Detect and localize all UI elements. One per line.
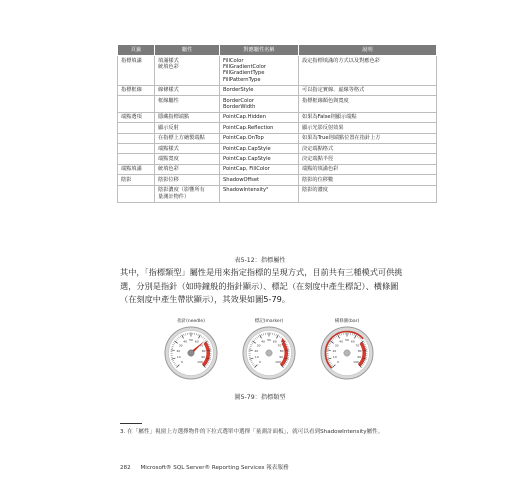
cell-line: FillPatternType bbox=[223, 76, 261, 83]
table-cell-props bbox=[155, 96, 220, 113]
gauge-needle bbox=[160, 318, 222, 386]
cell-line: 陰影位移 bbox=[158, 176, 179, 183]
table-cell-desc bbox=[299, 144, 437, 154]
book-title: Microsoft® SQL Server® Reporting Services 報表服務 bbox=[140, 465, 289, 471]
table-cell-desc bbox=[299, 164, 437, 174]
table-cell-names bbox=[220, 96, 299, 113]
table-row bbox=[118, 96, 437, 113]
table-cell-props bbox=[155, 144, 220, 154]
gauge-marker bbox=[238, 318, 300, 386]
cell-line: 統填色彩 bbox=[158, 166, 179, 173]
table-cell-tab: 指標填滿 bbox=[118, 56, 155, 86]
gauge-tick-label: 70 bbox=[355, 343, 360, 348]
gauge-label: 橫條圖(bar) bbox=[334, 319, 360, 324]
cell-line: 設定指標填滿的方式以及對應色彩 bbox=[302, 57, 380, 64]
gauge-pointer-cap bbox=[266, 350, 272, 356]
cell-line: 顯示光影反射效果 bbox=[302, 124, 344, 131]
table-cell-tab bbox=[118, 123, 155, 133]
cell-line: 顯示反射 bbox=[158, 124, 179, 131]
table-row bbox=[118, 112, 437, 122]
gauge-pointer-cap bbox=[188, 350, 194, 356]
cell-line: 隱藏指標端點 bbox=[158, 114, 190, 121]
table-cell-desc bbox=[299, 133, 437, 143]
figure-caption: 圖5-79：指標類型 bbox=[234, 394, 286, 401]
gauge-tick-label: 30 bbox=[334, 343, 339, 348]
gauge-tick-label: 20 bbox=[332, 348, 337, 353]
cell-line: 線條樣式 bbox=[158, 87, 179, 94]
table-cell-names bbox=[220, 56, 299, 86]
page-footer bbox=[120, 463, 289, 471]
gauge-tick-label: 60 bbox=[194, 339, 199, 344]
header-tab: 頁籤 bbox=[118, 45, 155, 56]
cell-line: PointCap.Reflection bbox=[223, 124, 274, 131]
gauge-tick-label: 100 bbox=[197, 360, 203, 365]
table-cell-tab: 陰影 bbox=[118, 175, 155, 185]
pointer-properties-table bbox=[117, 44, 437, 203]
gauge-dial bbox=[163, 325, 219, 381]
gauge-tick-label: 80 bbox=[357, 348, 362, 353]
table-cell-names bbox=[220, 175, 299, 185]
header-property-name: 對應屬性名稱 bbox=[220, 45, 299, 56]
gauge-tick-label: 20 bbox=[254, 348, 259, 353]
table-row bbox=[118, 133, 437, 143]
gauge-tick-label: 90 bbox=[357, 354, 362, 359]
cell-line: 端點樣式 bbox=[158, 145, 179, 152]
cell-line: BorderStyle bbox=[223, 87, 254, 94]
table-cell-desc bbox=[299, 123, 437, 133]
table-cell-tab bbox=[118, 133, 155, 143]
table-cell-names bbox=[220, 123, 299, 133]
cell-line: 可以指定實線、虛線等格式 bbox=[302, 87, 365, 94]
table-cell-props bbox=[155, 123, 220, 133]
table-cell-names bbox=[220, 144, 299, 154]
gauge-tick-label: 40 bbox=[261, 339, 266, 344]
gauge-tick-label: 50 bbox=[189, 338, 193, 343]
table-cell-tab bbox=[118, 185, 155, 202]
gauge-tick-label: 90 bbox=[279, 354, 284, 359]
table-cell-props bbox=[155, 56, 220, 86]
gauge-tick-label: 0 bbox=[336, 360, 339, 365]
cell-line: BorderColor bbox=[223, 97, 254, 104]
table-cell-tab: 指標框線 bbox=[118, 85, 155, 95]
cell-line: 在指標上方繪製端點 bbox=[158, 135, 205, 142]
cell-line: 陰影的位移數 bbox=[302, 176, 334, 183]
cell-line: 陰影濃度（影響所有 bbox=[158, 187, 205, 194]
gauge-tick-label: 100 bbox=[353, 360, 359, 365]
table-cell-tab: 端點選項 bbox=[118, 112, 155, 122]
cell-line: 如果為True則端點位置在指針上方 bbox=[302, 135, 381, 142]
cell-line: 框線屬性 bbox=[158, 97, 179, 104]
table-cell-desc bbox=[299, 56, 437, 86]
table-cell-tab bbox=[118, 144, 155, 154]
gauge-dial bbox=[241, 325, 297, 381]
cell-line: 統填色彩 bbox=[158, 63, 179, 70]
table-cell-desc bbox=[299, 85, 437, 95]
cell-line: 決定端點格式 bbox=[302, 145, 334, 152]
table-body bbox=[118, 56, 437, 203]
header-description: 說明 bbox=[299, 45, 437, 56]
cell-line: PointCap.CapStyle bbox=[223, 155, 271, 162]
footnote-divider bbox=[120, 423, 142, 424]
table-row bbox=[118, 185, 437, 202]
gauge-tick-label: 10 bbox=[254, 354, 259, 359]
page-number: 282 bbox=[120, 465, 131, 471]
table-row bbox=[118, 175, 437, 185]
gauge-bar bbox=[316, 318, 378, 386]
gauge-tick-label: 100 bbox=[275, 360, 281, 365]
table-cell-tab: 端點填滿 bbox=[118, 164, 155, 174]
table-cell-props bbox=[155, 154, 220, 164]
table-row bbox=[118, 144, 437, 154]
cell-line: FillColor bbox=[223, 57, 244, 64]
gauge-tick-label: 20 bbox=[176, 348, 181, 353]
cell-line: 填滿樣式 bbox=[158, 57, 179, 64]
cell-line: ShadowIntensity³ bbox=[223, 187, 269, 194]
gauge-pointer-cap bbox=[344, 350, 350, 356]
table-row bbox=[118, 164, 437, 174]
table-cell-desc bbox=[299, 96, 437, 113]
gauge-tick-label: 90 bbox=[201, 354, 206, 359]
cell-line: ShadowOffset bbox=[223, 176, 260, 183]
table-row bbox=[118, 56, 437, 86]
table-cell-tab bbox=[118, 154, 155, 164]
table-cell-desc bbox=[299, 185, 437, 202]
cell-line: 端點的填滿色彩 bbox=[302, 166, 339, 173]
cell-line: 如果為False則顯示端點 bbox=[302, 114, 357, 121]
table-cell-names bbox=[220, 185, 299, 202]
table-cell-names bbox=[220, 154, 299, 164]
header-property: 屬性 bbox=[155, 45, 220, 56]
table-cell-names bbox=[220, 133, 299, 143]
gauge-dial bbox=[319, 325, 375, 381]
gauge-tick-label: 50 bbox=[345, 338, 349, 343]
table-cell-names bbox=[220, 112, 299, 122]
table-header-row bbox=[118, 45, 437, 56]
table-cell-desc bbox=[299, 112, 437, 122]
gauge-label: 指針(needle) bbox=[177, 319, 205, 324]
cell-line: 端點寬度 bbox=[158, 155, 179, 162]
table-cell-names bbox=[220, 85, 299, 95]
gauge-figure bbox=[160, 318, 380, 388]
gauge-tick-label: 80 bbox=[279, 348, 284, 353]
table-cell-tab bbox=[118, 96, 155, 113]
gauge-tick-label: 80 bbox=[201, 348, 206, 353]
table-row bbox=[118, 85, 437, 95]
gauge-tick-label: 10 bbox=[332, 354, 337, 359]
gauge-tick-label: 60 bbox=[350, 339, 355, 344]
gauge-tick-label: 50 bbox=[267, 338, 271, 343]
gauge-tick-label: 10 bbox=[176, 354, 181, 359]
gauge-tick-label: 60 bbox=[272, 339, 277, 344]
table-cell-props bbox=[155, 164, 220, 174]
gauge-tick-label: 0 bbox=[258, 360, 261, 365]
gauge-tick-label: 70 bbox=[277, 343, 282, 348]
gauge-tick-label: 30 bbox=[178, 343, 183, 348]
table-cell-desc bbox=[299, 175, 437, 185]
table-cell-desc bbox=[299, 154, 437, 164]
cell-line: PointCap.Hidden bbox=[223, 114, 267, 121]
cell-line: 陰影的濃度 bbox=[302, 187, 328, 194]
cell-line: BorderWidth bbox=[223, 103, 256, 110]
cell-line: 量測計物件） bbox=[158, 193, 190, 200]
table-cell-props bbox=[155, 185, 220, 202]
cell-line: 決定端點半徑 bbox=[302, 155, 334, 162]
cell-line: FillGradientColor bbox=[223, 63, 267, 70]
gauge-tick-label: 40 bbox=[339, 339, 344, 344]
table-row bbox=[118, 154, 437, 164]
table-cell-props bbox=[155, 112, 220, 122]
cell-line: FillGradientType bbox=[223, 70, 265, 77]
table-cell-props bbox=[155, 85, 220, 95]
gauge-tick-label: 0 bbox=[180, 360, 183, 365]
gauge-tick-label: 30 bbox=[256, 343, 261, 348]
cell-line: PointCap, FillColor bbox=[223, 166, 270, 173]
table-cell-names bbox=[220, 164, 299, 174]
footnote: 3. 在「屬性」視窗上方選擇物件的下拉式選單中選擇「量測計面板」，就可以看到ShadowIntensity屬性。 bbox=[120, 429, 384, 435]
gauge-label: 標記(marker) bbox=[254, 319, 284, 324]
cell-line: PointCap.OnTop bbox=[223, 135, 264, 142]
cell-line: 指標框線顏色與寬度 bbox=[302, 97, 349, 104]
table-row bbox=[118, 123, 437, 133]
body-paragraph: 其中，「指標類型」屬性是用來指定指標的呈現方式，目前共有三種模式可供挑選，分別是指針（如時鐘般的指針顯示）、標記（在刻度中產生標記）、橫條圖（在刻度中產生帶狀顯示），其效果如圖5-79。 bbox=[120, 267, 403, 304]
gauge-tick-label: 40 bbox=[183, 339, 188, 344]
table-cell-props bbox=[155, 133, 220, 143]
cell-line: PointCap.CapStyle bbox=[223, 145, 271, 152]
gauge-tick-label: 70 bbox=[199, 343, 204, 348]
table-cell-props bbox=[155, 175, 220, 185]
table-caption: 表5-12：指標屬性 bbox=[234, 257, 286, 264]
